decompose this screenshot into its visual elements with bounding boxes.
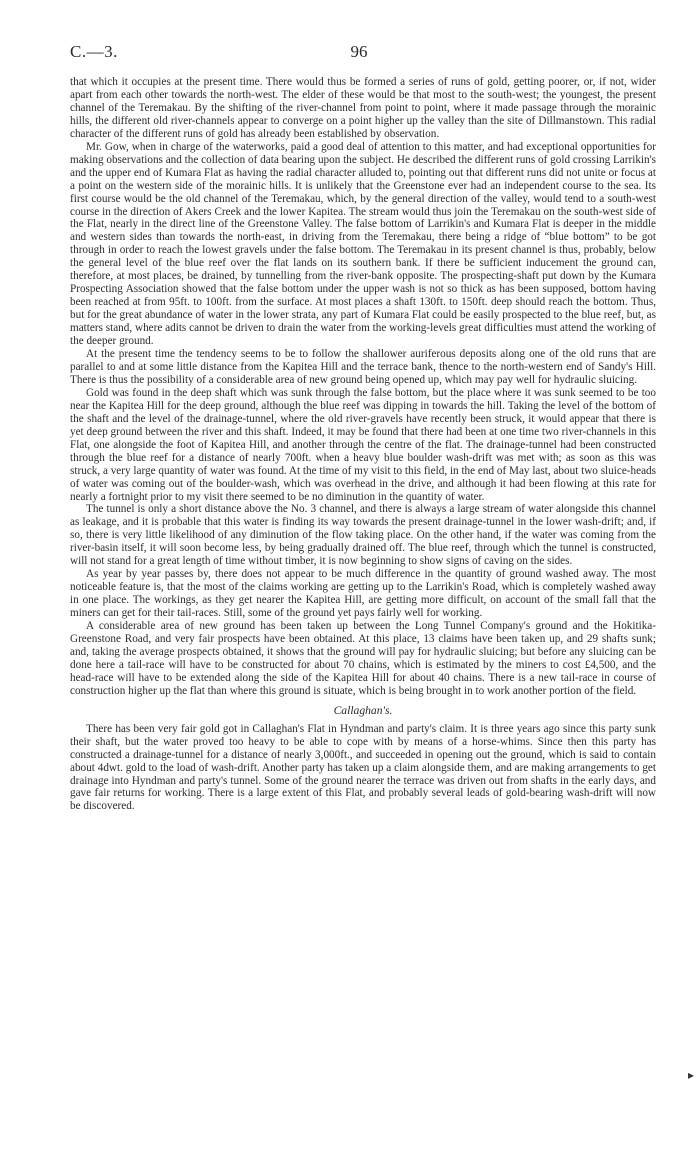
paragraph: As year by year passes by, there does not appear to be much difference in the quantity of ground washed away. The most noticeable feature is, that the most of the claims working are getting up to the Larrikin's Road, which is completely washed away in one place. The workings, as they get nearer the Kapitea Hill, are getting more difficult, on account of the small fall that the miners can get for their tail-races. Still, some of the ground yet pays fairly well for working.	[70, 568, 656, 620]
page-number: 96	[350, 42, 368, 61]
paragraph: Mr. Gow, when in charge of the waterworks, paid a good deal of attention to this matter, and had exceptional opportunities for making observations and the collection of data bearing upon the subject. He described the different runs of gold crossing Larrikin's and the upper end of Kumara Flat as having the radial character alluded to, pointing out that different runs did not unite or focus at a point on the western side of the morainic hills. It is unlikely that the Greenstone ever had an independent course to the sea. Its first course would be the old channel of the Teremakau, which, by the general direction of the valley, would tend to a south-west course in the direction of Akers Creek and the lower Kapitea. The stream would thus join the Teremakau on the south-west side of the Flat, nearly in the direct line of the Greenstone Valley. The false bottom of Larrikin's and Kumara Flat is deeper in the middle and western sides than towards the north-east, in driving from the Teremakau, there being a ridge of “blue bottom” to be got through in order to reach the lowest gravels under the false bottom. The Teremakau in its present channel is thus, probably, below the general level of the blue reef over the flat lands on its southern bank. If there be sufficient inducement the ground can, therefore, at most places, be drained, by tunnelling from the river-bank opposite. The prospecting-shaft put down by the Kumara Prospecting Association showed that the false bottom under the upper wash is not so thick as has been supposed, bottom having been reached at from 95ft. to 100ft. from the surface. At most places a shaft 130ft. to 150ft. deep should reach the bottom. Thus, but for the great abundance of water in the lower strata, any part of Kumara Flat could be easily prospected to the blue reef, but, as matters stand, where adits cannot be driven to drain the water from the working-levels great difficulties must attend the working of the deeper ground.	[70, 140, 656, 348]
page-header	[70, 42, 648, 64]
paragraph: At the present time the tendency seems to be to follow the shallower auriferous deposits along one of the old runs that are parallel to and at some little distance from the Kapitea Hill and the terrace bank, thence to the north-western end of Sandy's Hill. There is thus the possibility of a considerable area of new ground being opened up, which may pay well for hydraulic sluicing.	[70, 348, 656, 386]
paragraph: that which it occupies at the present time. There would thus be formed a series of runs of gold, getting poorer, or, if not, wider apart from each other towards the north-west. The elder of these would be that most to the south-west; the youngest, the present channel of the Teremakau. By the shifting of the river-channel from point to point, where it made passage through the morainic hills, the different old river-channels appear to converge on a point higher up the valley than the site of Dillmanstown. This radial character of the different runs of gold has already been established by observation.	[70, 76, 656, 140]
paragraph: The tunnel is only a short distance above the No. 3 channel, and there is always a large stream of water alongside this channel as leakage, and it is probable that this water is finding its way towards the present drainage-tunnel in the lower wash-drift; and, if so, there is very little likelihood of any diminution of the flow taking place. On the other hand, if the water was coming from the river-basin itself, it will soon become less, by being gradually drained off. The blue reef, through which the tunnel is constructed, will not stand for a great length of time without timber, it is now beginning to show signs of caving on the sides.	[70, 503, 656, 568]
document-body	[70, 76, 656, 813]
paragraph: Gold was found in the deep shaft which was sunk through the false bottom, but the place where it was sunk seemed to be too near the Kapitea Hill for the deep ground, although the blue reef was dipping in towards the hill. Taking the level of the bottom of the shaft and the level of the drainage-tunnel, where the old river-gravels have recently been struck, it would appear that there is yet deep ground between the river and this shaft. Indeed, it may be found that there had been at one time two river-channels in this Flat, one alongside the foot of Kapitea Hill, and another through the centre of the flat. The drainage-tunnel had been constructed through the blue reef for a distance of nearly 700ft. when a heavy blue boulder wash-drift was met with; as soon as this was struck, a very large quantity of water was found. At the time of my visit to this field, in the end of May last, about two sluice-heads of water was coming out of the boulder-wash, which was overhead in the drive, and although it had been flowing at this rate for nearly a fortnight prior to my visit there seemed to be no diminution in the quantity of water.	[70, 386, 656, 503]
section-heading: Callaghan's.	[333, 703, 393, 717]
paragraph: A considerable area of new ground has been taken up between the Long Tunnel Company's ground and the Hokitika-Greenstone Road, and very fair prospects have been obtained. At this place, 13 claims have been taken up, and 29 shafts sunk; and, taking the average prospects obtained, it shows that the ground will pay for hydraulic sluicing; but before any sluicing can be done here a tail-race will have to be constructed for about 70 chains, which is estimated by the miners to cost £4,500, and the head-race will have to be extended along the side of the Kapitea Hill for about 40 chains. There is a new tail-race in course of construction higher up the flat than where this ground is situate, which is being brought in to work another portion of the field.	[70, 620, 656, 697]
margin-mark-icon: ▸	[687, 1068, 694, 1082]
paragraph: There has been very fair gold got in Callaghan's Flat in Hyndman and party's claim. It is three years ago since this party sunk their shaft, but the water proved too heavy to be able to cope with by means of a horse-whims. Since then this party has constructed a drainage-tunnel for a distance of nearly 3,000ft., and succeeded in opening out the ground, which is said to contain about 4dwt. gold to the load of wash-drift. Another party has taken up a claim alongside them, and are making arrangements to get drainage into Hyndman and party's tunnel. Some of the ground nearer the terrace was driven out from shafts in the early days, and gave fair returns for working. There is a large extent of this Flat, and probably several leads of gold-bearing wash-drift will now be discovered.	[70, 722, 656, 813]
document-reference: C.—3.	[70, 42, 118, 61]
